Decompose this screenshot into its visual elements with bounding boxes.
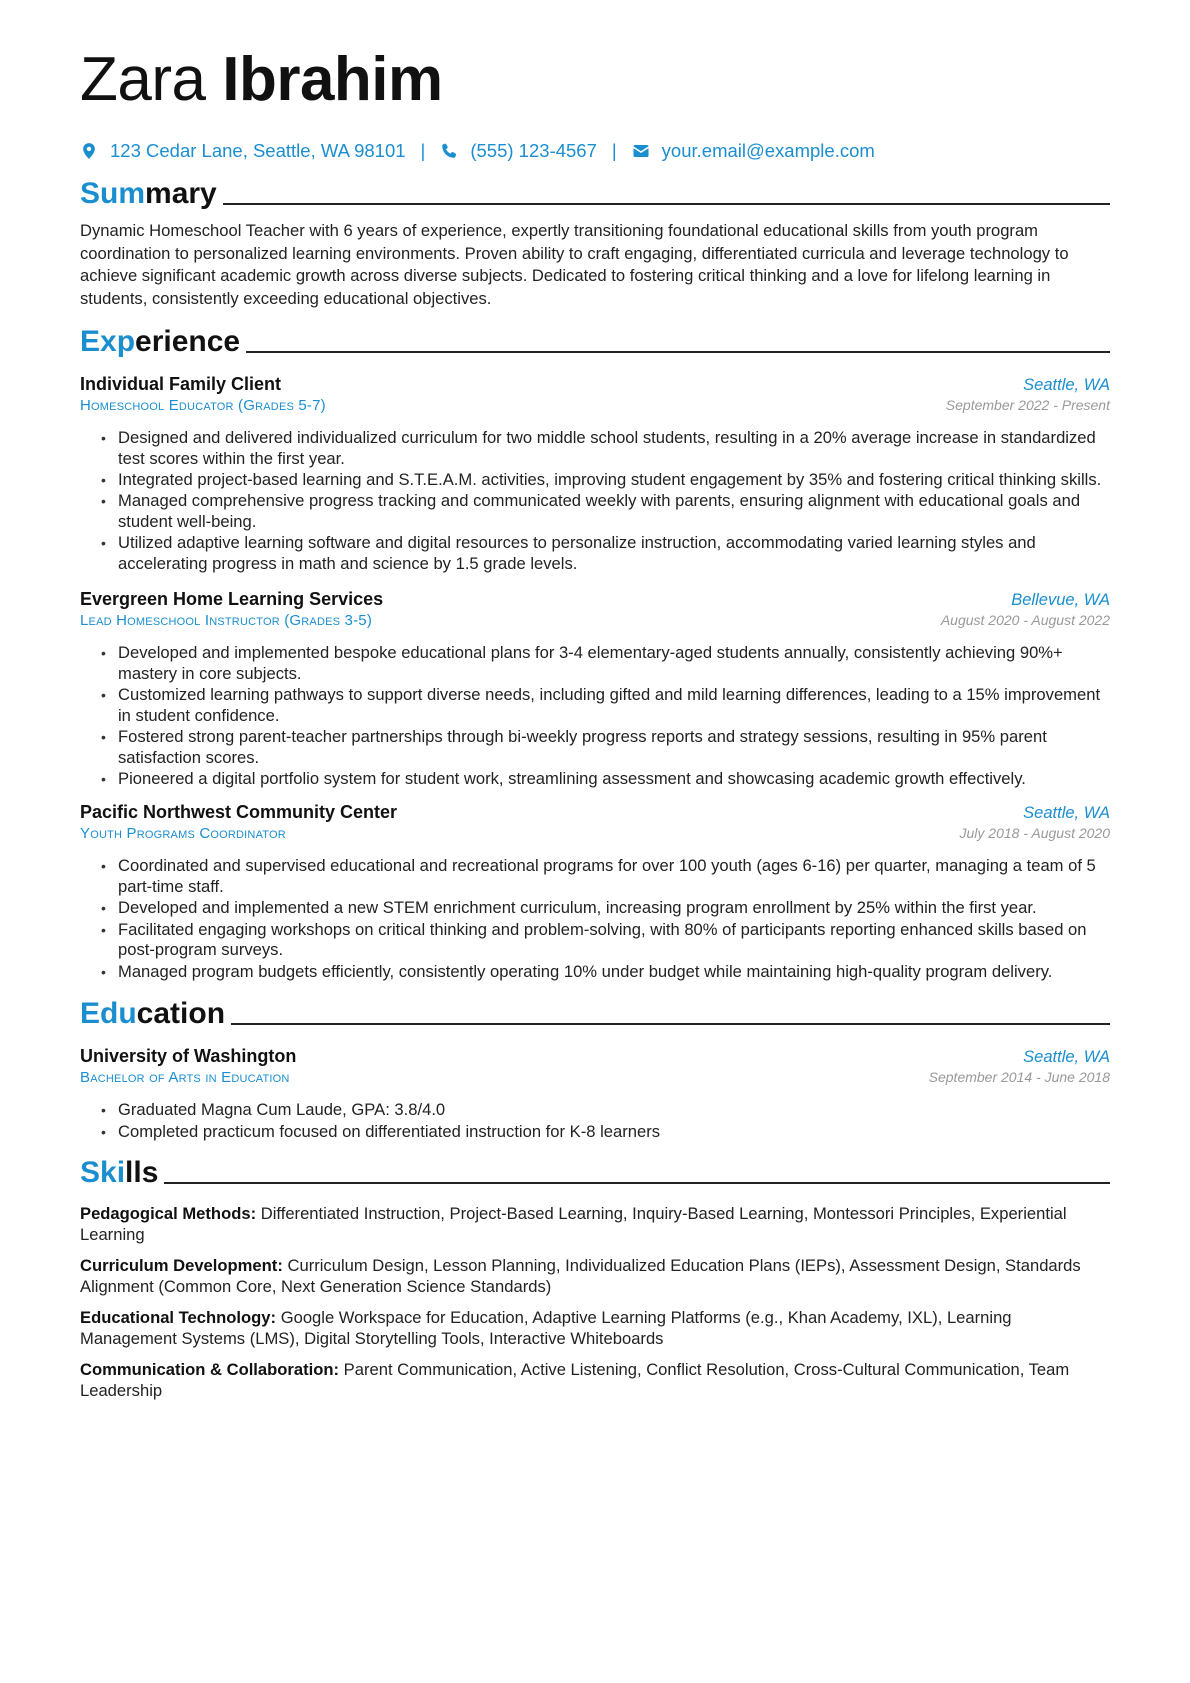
section-divider: [164, 1182, 1110, 1184]
section-heading: Summary: [80, 177, 217, 210]
bullet-item: • Developed and implemented a new STEM enrichment curriculum, increasing program enrollment by 25% within the first year.: [118, 898, 1110, 919]
entry-dates: August 2020 - August 2022: [940, 612, 1110, 629]
bullet-list: [80, 428, 1110, 575]
education-entry: [80, 1046, 1110, 1142]
bullet-item: • Managed program budgets efficiently, consistently operating 10% under budget while maintaining high-quality program delivery.: [118, 962, 1110, 983]
bullet-item: • Pioneered a digital portfolio system for student work, streamlining assessment and showcasing academic growth effectively.: [118, 769, 1110, 790]
skill-line: [80, 1359, 1110, 1402]
skill-label: Educational Technology:: [80, 1307, 277, 1327]
skills-section-title: [80, 1155, 1110, 1191]
entry-location: Seattle, WA: [1023, 376, 1110, 394]
bullet-item: • Utilized adaptive learning software and digital resources to personalize instruction, accommodating varied learning styles and accelerating progress in math and science by 1.5 grade levels.: [118, 533, 1110, 575]
contact-separator: |: [420, 140, 426, 161]
entry-dates: July 2018 - August 2020: [959, 825, 1110, 842]
contact-address: [80, 140, 406, 162]
entry-role: Bachelor of Arts in Education: [80, 1069, 290, 1087]
section-divider: [246, 351, 1110, 353]
skill-label: Pedagogical Methods:: [80, 1203, 257, 1223]
entry-organization: Evergreen Home Learning Services: [80, 589, 384, 610]
contact-email: [632, 140, 875, 162]
section-heading: Skills: [80, 1155, 159, 1189]
summary-section-title: [80, 176, 1110, 212]
phone-text: (555) 123-4567: [470, 140, 597, 161]
map-marker-icon: [80, 142, 98, 160]
skill-value: Google Workspace for Education, Adaptive Learning Platforms (e.g., Khan Academy, IXL), Learning Management Systems (LMS), Digital Storytelling Tools, Interactive Whiteboards: [80, 1307, 1012, 1349]
bullet-item: • Integrated project-based learning and S.T.E.A.M. activities, improving student engagement by 35% and fostering critical thinking skills.: [118, 470, 1110, 491]
education-section-title: [80, 996, 1110, 1032]
skill-label: Curriculum Development:: [80, 1255, 283, 1275]
bullet-item: • Fostered strong parent-teacher partnerships through bi-weekly progress reports and strategy sessions, resulting in 95% parent satisfaction scores.: [118, 727, 1110, 769]
section-divider: [223, 203, 1110, 205]
experience-entry: [80, 802, 1110, 982]
bullet-item: • Developed and implemented bespoke educational plans for 3-4 elementary-aged students annually, consistently achieving 90%+ mastery in core subjects.: [118, 643, 1110, 685]
experience-entry: [80, 589, 1110, 790]
bullet-list: [80, 856, 1110, 982]
entry-dates: September 2022 - Present: [945, 397, 1110, 413]
contact-bar: [80, 138, 1110, 164]
skill-line: [80, 1307, 1110, 1350]
address-text: 123 Cedar Lane, Seattle, WA 98101: [110, 140, 406, 161]
skill-line: [80, 1255, 1110, 1298]
last-name: Ibrahim: [222, 45, 443, 114]
entry-location: Seattle, WA: [1023, 804, 1110, 823]
entry-location: Bellevue, WA: [1011, 591, 1110, 610]
skill-value: Curriculum Design, Lesson Planning, Individualized Education Plans (IEPs), Assessment Design, Standards Alignment (Common Core, Next Generation Science Standards): [80, 1255, 1081, 1297]
skill-line: [80, 1203, 1110, 1246]
entry-role: Homeschool Educator (Grades 5-7): [80, 397, 326, 414]
bullet-item: • Designed and delivered individualized curriculum for two middle school students, resulting in a 20% average increase in standardized test scores within the first year.: [118, 428, 1110, 470]
summary-text: Dynamic Homeschool Teacher with 6 years of experience, expertly transitioning foundational educational skills from youth program coordination to personalized learning environments. Proven ability to craft engaging, differentiated curricula and leverage technology to achieve significant academic growth across diverse subjects. Dedicated to fostering critical thinking and a love for lifelong learning in students, consistently exceeding educational objectives.: [80, 221, 1069, 308]
entry-organization: University of Washington: [80, 1046, 297, 1067]
experience-entry: [80, 374, 1110, 575]
envelope-icon: [632, 142, 650, 160]
entry-organization: Pacific Northwest Community Center: [80, 802, 398, 823]
bullet-item: • Coordinated and supervised educational and recreational programs for over 100 youth (ages 6-16) per quarter, managing a team of 5 part-time staff.: [118, 856, 1110, 898]
bullet-item: • Facilitated engaging workshops on critical thinking and problem-solving, with 80% of participants reporting enhanced skills based on post-program surveys.: [118, 920, 1110, 962]
email-link[interactable]: your.email@example.com: [661, 140, 875, 161]
bullet-list: [80, 1100, 1110, 1142]
bullet-list: [80, 643, 1110, 790]
experience-section-title: [80, 324, 1110, 360]
bullet-item: • Graduated Magna Cum Laude, GPA: 3.8/4.0: [118, 1100, 1110, 1121]
bullet-item: • Customized learning pathways to support diverse needs, including gifted and mild learning differences, leading to a 15% improvement in student confidence.: [118, 685, 1110, 727]
contact-separator: |: [611, 140, 617, 161]
entry-organization: Individual Family Client: [80, 374, 282, 394]
entry-role: Youth Programs Coordinator: [80, 825, 286, 843]
section-heading: Education: [80, 997, 226, 1031]
skill-value: Differentiated Instruction, Project-Based Learning, Inquiry-Based Learning, Montessori Principles, Experiential Learning: [80, 1203, 1067, 1245]
first-name: Zara: [80, 45, 206, 114]
candidate-name: [80, 40, 1110, 120]
skill-value: Parent Communication, Active Listening, Conflict Resolution, Cross-Cultural Communication, Team Leadership: [80, 1359, 1070, 1401]
section-heading: Experience: [80, 325, 241, 358]
section-divider: [231, 1023, 1110, 1025]
skill-label: Communication & Collaboration:: [80, 1359, 340, 1379]
bullet-item: • Managed comprehensive progress tracking and communicated weekly with parents, ensuring alignment with educational goals and student well-being.: [118, 491, 1110, 533]
contact-phone: [440, 140, 597, 162]
phone-icon: [440, 142, 458, 160]
entry-location: Seattle, WA: [1023, 1048, 1110, 1067]
entry-role: Lead Homeschool Instructor (Grades 3-5): [80, 612, 373, 630]
bullet-item: • Completed practicum focused on differentiated instruction for K-8 learners: [118, 1122, 1110, 1143]
entry-dates: September 2014 - June 2018: [928, 1069, 1110, 1086]
